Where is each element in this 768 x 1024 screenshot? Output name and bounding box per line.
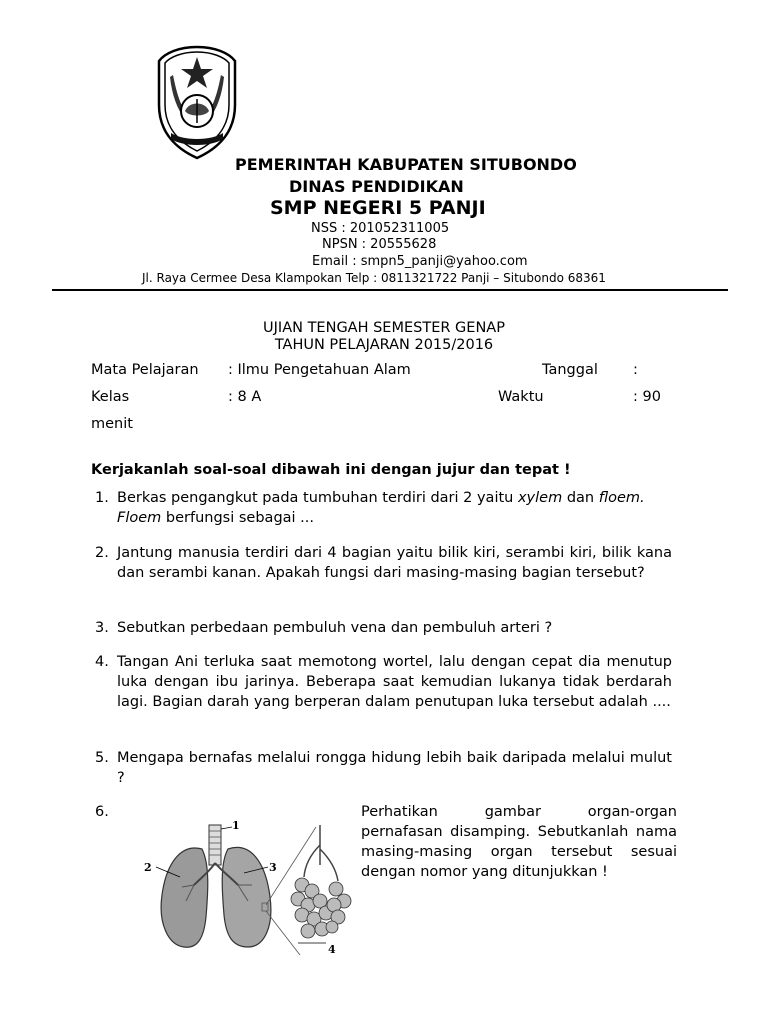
exam-title-line-2: TAHUN PELAJARAN 2015/2016 — [274, 337, 494, 353]
date-label: Tanggal — [542, 362, 598, 378]
exam-title — [0, 320, 768, 354]
npsn-number: NPSN : 20555628 — [322, 237, 437, 252]
nss-number: NSS : 201052311005 — [311, 221, 450, 236]
question-text: Sebutkan perbedaan pembuluh vena dan pembuluh arteri ? — [117, 620, 553, 636]
question-number: 3. — [95, 620, 109, 636]
question-text: Jantung manusia terdiri dari 4 bagian yaitu bilik kiri, serambi kiri, bilik kana dan serambi kanan. Apakah fungsi dari masing-masing bagian tersebut? — [117, 545, 672, 581]
question-number: 4. — [95, 654, 109, 670]
government-name: PEMERINTAH KABUPATEN SITUBONDO — [235, 155, 577, 174]
school-email: Email : smpn5_panji@yahoo.com — [312, 254, 528, 269]
diagram-label-2: 2 — [144, 861, 152, 874]
exam-instruction: Kerjakanlah soal-soal dibawah ini dengan jujur dan tepat ! — [91, 462, 571, 478]
diagram-label-4: 4 — [328, 943, 336, 956]
question-number: 6. — [95, 804, 109, 820]
question-text: Berkas pengangkut pada tumbuhan terdiri dari 2 yaitu xylem dan floem. Floem berfungsi sebagai ... — [117, 490, 645, 526]
question-number: 5. — [95, 750, 109, 766]
regency-crest-logo — [157, 45, 237, 160]
time-unit: menit — [91, 416, 133, 432]
respiratory-organs-diagram — [140, 805, 355, 965]
school-name: SMP NEGERI 5 PANJI — [270, 197, 486, 219]
question-text: Tangan Ani terluka saat memotong wortel, lalu dengan cepat dia menutup luka dengan ibu jarinya. Beberapa saat kemudian lukanya tidak berdarah lagi. Bagian darah yang berperan dalam penutupan luka tersebut adalah .... — [117, 654, 672, 710]
question-number: 1. — [95, 490, 109, 506]
diagram-label-3: 3 — [269, 861, 277, 874]
question-text: Mengapa bernafas melalui rongga hidung lebih baik daripada melalui mulut ? — [117, 750, 672, 786]
letterhead-divider — [52, 289, 728, 291]
time-value: : 90 — [633, 389, 661, 405]
class-value: : 8 A — [228, 389, 262, 405]
subject-label: Mata Pelajaran — [91, 362, 199, 378]
date-value: : — [633, 362, 638, 378]
subject-value: : Ilmu Pengetahuan Alam — [228, 362, 411, 378]
class-label: Kelas — [91, 389, 130, 405]
diagram-label-1: 1 — [232, 819, 240, 832]
time-label: Waktu — [498, 389, 544, 405]
exam-title-line-1: UJIAN TENGAH SEMESTER GENAP — [263, 320, 505, 336]
question-number: 2. — [95, 545, 109, 561]
school-address: Jl. Raya Cermee Desa Klampokan Telp : 0811321722 Panji – Situbondo 68361 — [142, 271, 606, 285]
department-name: DINAS PENDIDIKAN — [289, 177, 464, 196]
question-text: Perhatikan gambar organ-organ pernafasan disamping. Sebutkanlah nama masing-masing organ tersebut sesuai dengan nomor yang ditunjukkan ! — [361, 804, 677, 880]
